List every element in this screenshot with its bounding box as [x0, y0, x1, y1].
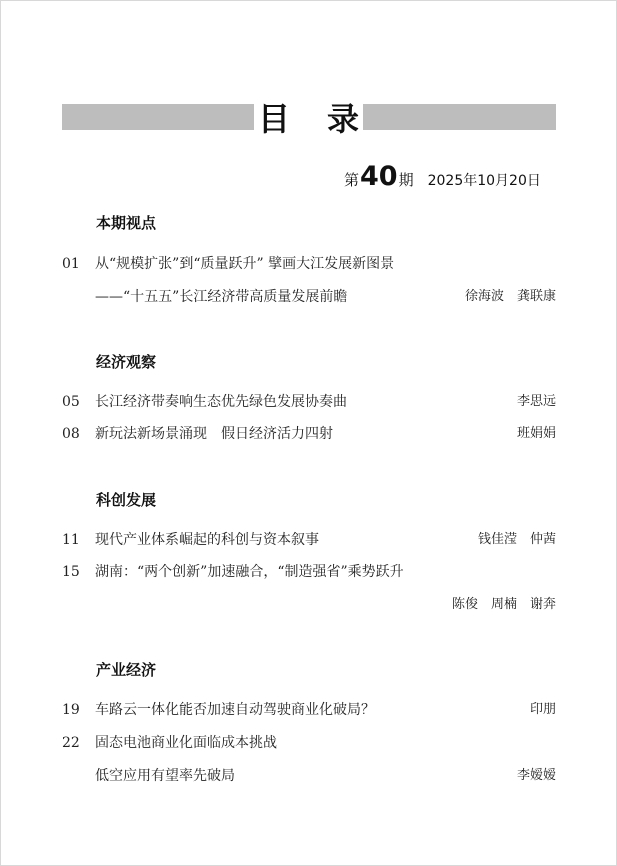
toc-entry[interactable]: [62, 530, 556, 550]
entry-author: 李思远: [516, 394, 556, 409]
issue-date: 2025年10月20日: [427, 173, 541, 189]
issue-prefix: 第: [344, 171, 360, 189]
entry-author: 班娟娟: [516, 426, 556, 441]
entry-title: 湖南：“两个创新”加速融合，“制造强省”乘势跃升: [95, 564, 404, 580]
entry-author: 印朋: [529, 702, 556, 717]
issue-suffix: 期: [398, 171, 414, 189]
toc-entry[interactable]: [62, 700, 556, 720]
entry-title: 现代产业体系崛起的科创与资本叙事: [95, 532, 319, 548]
entry-page: 15: [62, 564, 80, 580]
title-char-1: 目: [258, 100, 291, 138]
entry-page: 22: [62, 735, 80, 751]
entry-title: 新玩法新场景涌现 假日经济活力四射: [95, 426, 333, 442]
toc-entry[interactable]: [62, 424, 556, 444]
entry-page: 08: [62, 426, 80, 442]
title-char-2: 录: [326, 100, 359, 138]
entry-title: 固态电池商业化面临成本挑战: [95, 735, 277, 751]
toc-entry[interactable]: [62, 562, 556, 582]
title-bar-left: [62, 104, 254, 130]
entry-author: 钱佳滢 仲茜: [477, 532, 556, 547]
toc-entry[interactable]: [62, 392, 556, 412]
entry-page: 19: [62, 702, 80, 718]
entry-title: ——“十五五”长江经济带高质量发展前瞻: [95, 289, 348, 305]
toc-entry[interactable]: [62, 287, 556, 307]
toc-entry[interactable]: [62, 733, 556, 753]
toc-entry[interactable]: [62, 766, 556, 786]
section-heading: 科创发展: [96, 491, 157, 509]
issue-number: 40: [360, 161, 398, 192]
entry-author: 李嫒嫒: [516, 768, 556, 783]
toc-entry[interactable]: [62, 254, 556, 274]
section-heading: 本期视点: [96, 214, 157, 232]
entry-page: 05: [62, 394, 80, 410]
issue-line: [344, 161, 541, 193]
entry-author: 陈俊 周楠 谢奔: [451, 597, 556, 612]
title-bar-right: [363, 104, 556, 130]
entry-title: 低空应用有望率先破局: [95, 768, 235, 784]
entry-title: 车路云一体化能否加速自动驾驶商业化破局？: [95, 702, 375, 718]
entry-title: 从“规模扩张”到“质量跃升” 擘画大江发展新图景: [95, 256, 395, 272]
entry-author: 徐海波 龚联康: [464, 289, 556, 304]
entry-page: 01: [62, 256, 80, 272]
section-heading: 产业经济: [96, 661, 157, 679]
page-title: [254, 96, 363, 138]
entry-page: 11: [62, 532, 80, 548]
section-heading: 经济观察: [96, 353, 157, 371]
entry-title: 长江经济带奏响生态优先绿色发展协奏曲: [95, 394, 347, 410]
toc-entry[interactable]: [62, 595, 556, 615]
